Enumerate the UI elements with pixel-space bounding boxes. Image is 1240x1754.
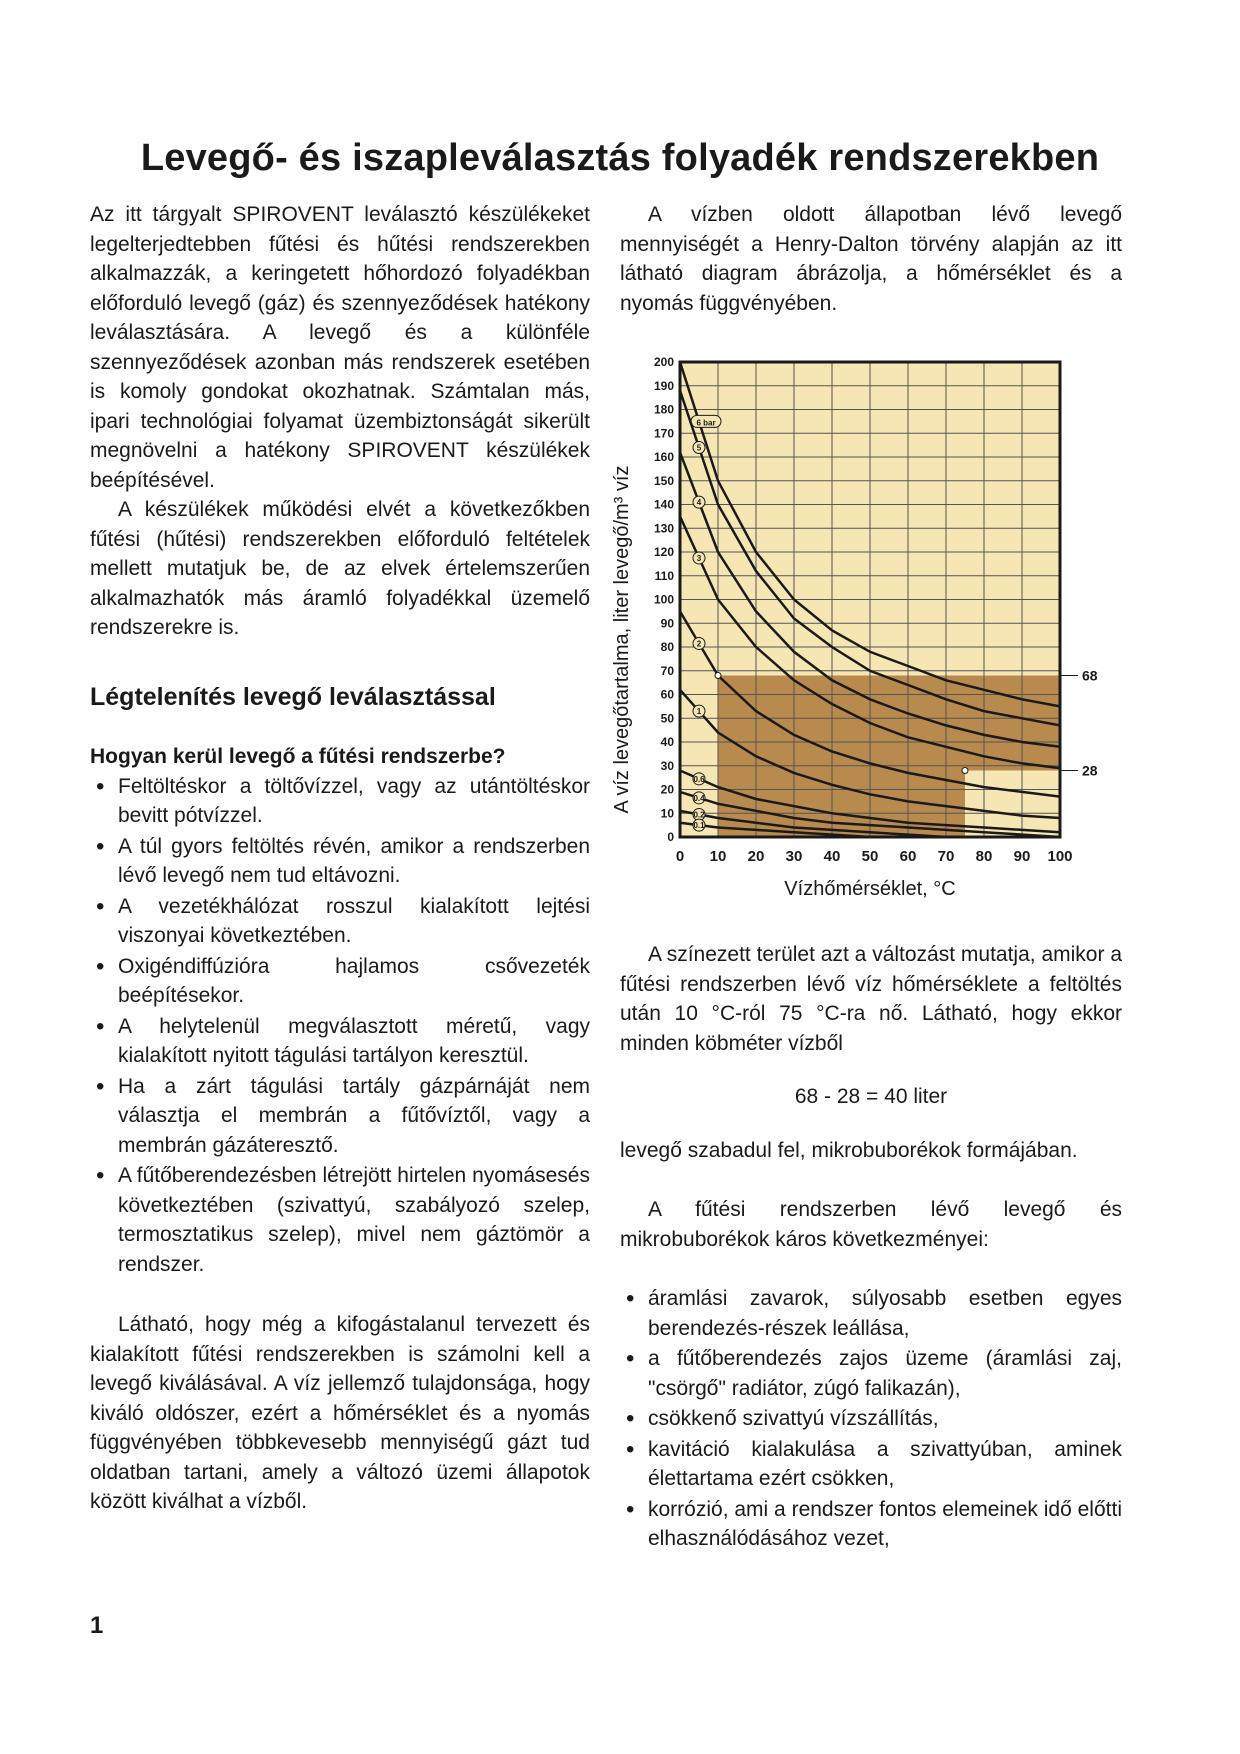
closing-paragraph: Látható, hogy még a kifogástalanul tervezett és kialakított fűtési rendszerekben is számolni kell a levegő kiválásával. A víz jellemző tulajdonsága, hogy kiváló oldószer, ezért a hőmérséklet és a nyomás függvényében többkevesebb mennyiségű gázt tud oldatban tartani, amely a változó üzemi állapotok között kiválhat a vízből. [90,1313,590,1513]
series-label: 0.2 [693,810,705,820]
x-tick-label: 100 [1047,848,1073,865]
list-item: • Ha a zárt tágulási tartály gázpárnáját nem választja el membrán a fűtővíztől, vagy a membrán gázáteresztő. [90,1072,590,1161]
y-tick-label: 60 [660,687,674,702]
list-item: • A helytelenül megválasztott méretű, vagy kialakított nyitott tágulási tartályon keresztül. [90,1012,590,1071]
page-number: 1 [90,1612,104,1639]
air-solubility-chart [600,342,1120,922]
y-tick-label: 140 [653,497,674,512]
y-tick-label: 50 [660,711,674,726]
x-tick-label: 30 [785,848,803,865]
series-label: 0.6 [693,774,705,784]
y-tick-label: 30 [660,758,674,773]
y-tick-label: 180 [653,402,674,417]
right-column [611,200,1122,1555]
x-tick-label: 0 [675,848,685,865]
chart-svg [600,342,1120,922]
y-tick-label: 160 [653,450,674,464]
x-tick-label: 10 [709,848,727,865]
x-tick-label: 50 [861,848,879,865]
series-label: 6 bar [696,418,716,428]
y-tick-label: 90 [660,616,674,631]
series-label: 2 [696,639,702,649]
formula: 68 - 28 = 40 liter [794,1085,948,1108]
x-tick-label: 40 [823,848,841,865]
start-point-marker [715,673,721,679]
subsection-title: Hogyan kerül levegő a fűtési rendszerbe? [90,745,506,768]
consequences-list [620,1284,1122,1554]
left-column [90,200,590,1517]
section-title: Légtelenítés levegő leválasztással [90,682,496,711]
consequences-intro: A fűtési rendszerben lévő levegő és mikrobuborékok káros következményei: [620,1198,1122,1251]
series-label: 0.4 [693,793,705,803]
series-label: 3 [696,553,702,563]
x-tick-label: 90 [1013,848,1031,865]
y-tick-label: 80 [660,640,674,654]
page-title: Levegő- és iszapleválasztás folyadék rendszerekben [140,137,1100,180]
annotation-label: 28 [1082,762,1098,779]
list-item: • a fűtőberendezés zajos üzeme (áramlási zaj, "csörgő" radiátor, zúgó falikazán), [620,1344,1122,1403]
list-item: • Oxigéndiffúzióra hajlamos csővezeték beépítésekor. [90,952,590,1011]
x-tick-label: 20 [747,848,765,865]
chart-intro-paragraph: A vízben oldott állapotban lévő levegő mennyiségét a Henry-Dalton törvény alapján az itt látható diagram ábrázolja, a hőmérséklet és a nyomás függvényében. [620,203,1122,315]
intro-paragraph: Az itt tárgyalt SPIROVENT leválasztó készülékeket legelterjedtebben fűtési és hűtési rendszerekben alkalmazzák, a keringetett hőhordozó folyadékban előforduló levegő (gáz) és szennyeződések hatékony leválasztására. A levegő és a különféle szennyeződések azonban más rendszerek esetében is komoly gondokat okozhatnak. Számtalan más, ipari technológiai folyamat üzembiztonságát sikerült megnövelni a hatékony SPIROVENT készülékek beépítésével. [90,203,590,492]
y-axis-label: A víz levegőtartalma, liter levegő/m³ víz [611,465,633,814]
end-point-marker [962,768,968,774]
y-tick-label: 10 [660,806,674,821]
x-tick-label: 80 [975,848,993,865]
series-label: 0.1 [693,821,705,831]
principles-paragraph: A készülékek működési elvét a következőkben fűtési (hűtési) rendszerekben előforduló feltételek mellett mutatjuk be, de az elvek értelemszerűen alkalmazhatók más áramló folyadékkal üzemelő rendszerekre is. [90,498,590,639]
annotation-label: 68 [1082,667,1098,684]
x-axis-label: Vízhőmérséklet, °C [784,878,956,900]
y-tick-label: 70 [660,663,674,678]
x-tick-label: 60 [899,848,917,865]
y-tick-label: 130 [653,521,674,536]
y-tick-label: 20 [660,782,674,797]
y-tick-label: 190 [653,378,674,393]
list-item: • Feltöltéskor a töltővízzel, vagy az utántöltéskor bevitt pótvízzel. [90,772,590,831]
series-label: 4 [696,498,702,508]
series-label: 1 [696,707,702,717]
y-tick-label: 120 [653,545,674,559]
list-item: • csökkenő szivattyú vízszállítás, [620,1404,1122,1434]
x-tick-label: 70 [937,848,955,865]
shaded-area-paragraph: A színezett terület azt a változást mutatja, amikor a fűtési rendszerben lévő víz hőmérséklete a feltöltés után 10 °C-ról 75 °C-ra nő. Látható, hogy ekkor minden köbméter vízből [620,943,1122,1055]
release-paragraph: levegő szabadul fel, mikrobuborékok formájában. [620,1138,1078,1162]
list-item: • áramlási zavarok, súlyosabb esetben egyes berendezés-részek leállása, [620,1284,1122,1343]
y-tick-label: 150 [653,473,674,488]
y-tick-label: 170 [653,426,674,441]
y-tick-label: 0 [667,830,674,844]
list-item: • korrózió, ami a rendszer fontos elemeinek idő előtti elhasználódásához vezet, [620,1495,1122,1554]
y-tick-label: 200 [653,355,674,369]
list-item: • A fűtőberendezésben létrejött hirtelen nyomásesés következtében (szivattyú, szabályozó szelep, termosztatikus szelep), mivel nem gáztömör a rendszer. [90,1161,590,1279]
series-label: 5 [696,443,702,453]
air-sources-list [90,772,590,1280]
list-item: • kavitáció kialakulása a szivattyúban, aminek élettartama ezért csökken, [620,1435,1122,1494]
y-tick-label: 100 [653,592,674,607]
y-tick-label: 40 [660,735,674,749]
list-item: • A vezetékhálózat rosszul kialakított lejtési viszonyai következtében. [90,892,590,951]
y-tick-label: 110 [654,568,674,583]
list-item: • A túl gyors feltöltés révén, amikor a rendszerben lévő levegő nem tud eltávozni. [90,832,590,891]
